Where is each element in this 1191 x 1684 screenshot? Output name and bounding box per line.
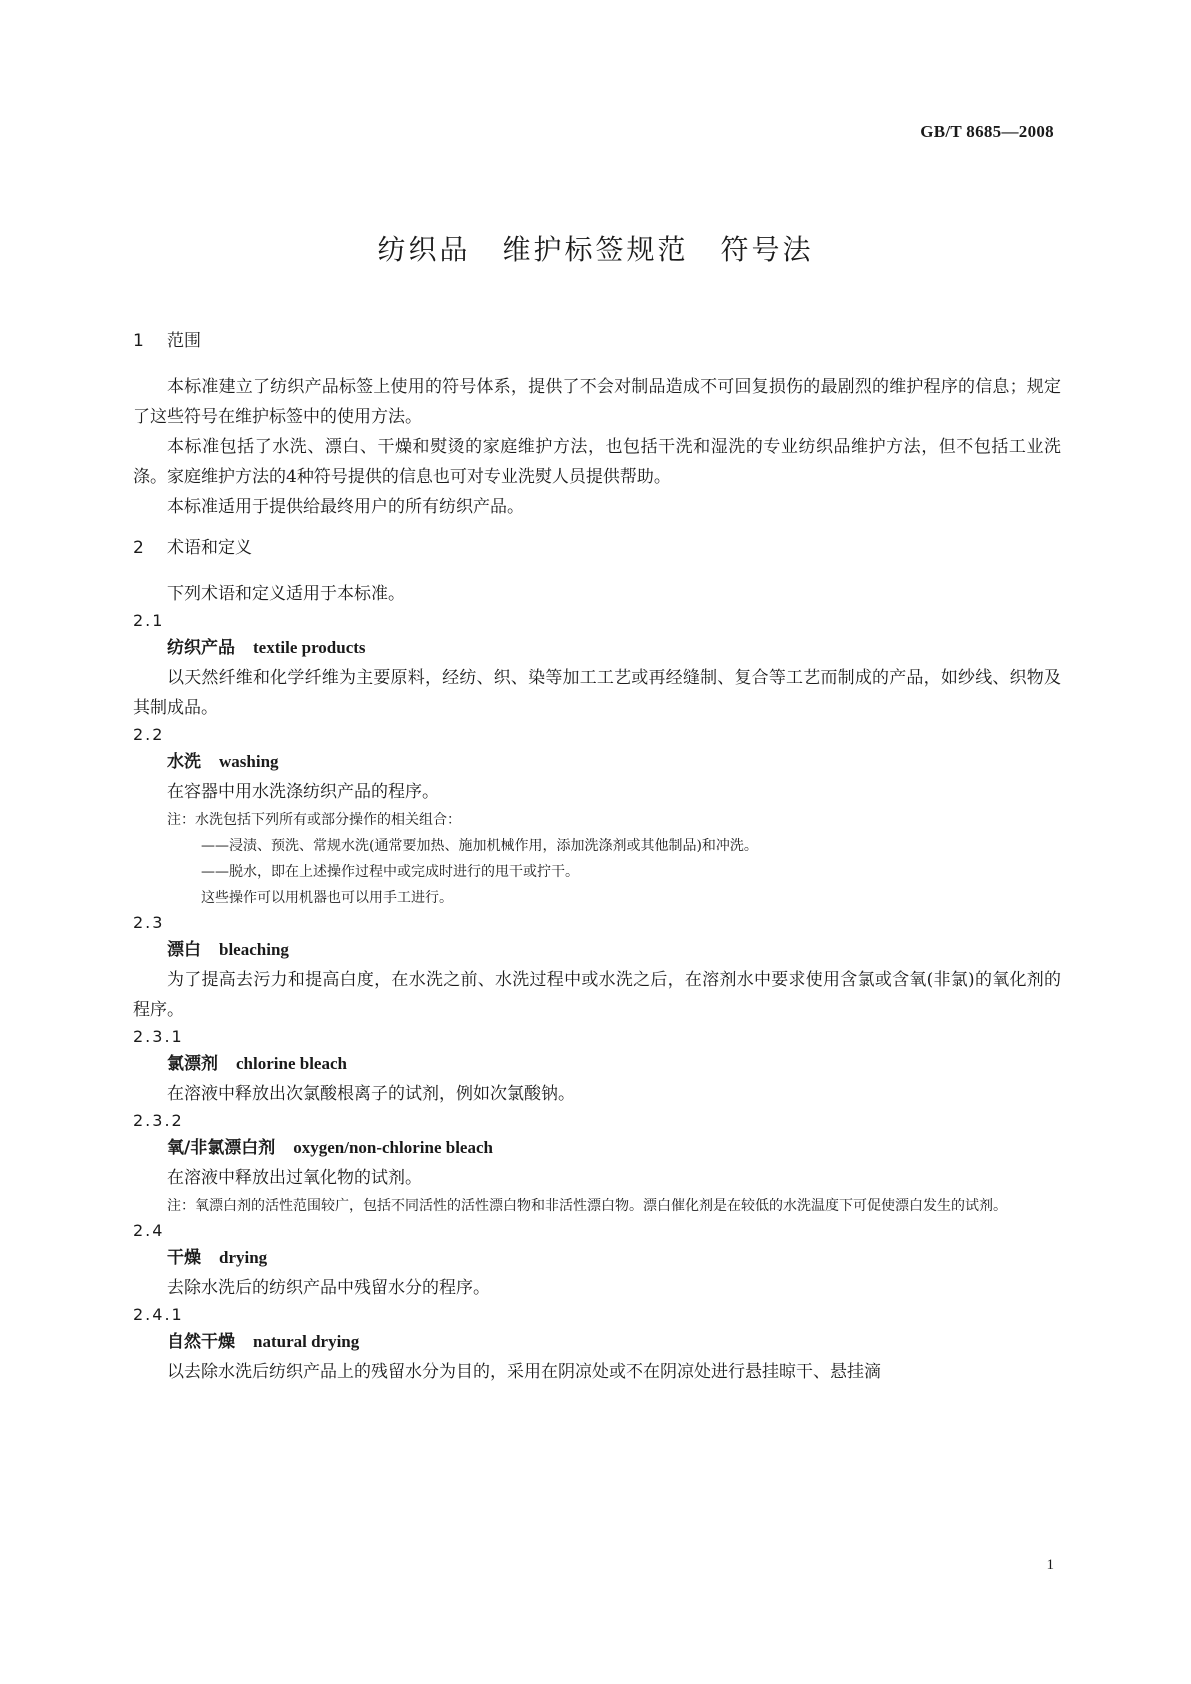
note-item: ——脱水，即在上述操作过程中或完成时进行的甩干或拧干。 [201, 864, 579, 880]
paragraph: 本标准适用于提供给最终用户的所有纺织产品。 [167, 497, 524, 517]
document-body [133, 329, 1061, 1387]
note-continuation: 这些操作可以用机器也可以用手工进行。 [201, 890, 453, 906]
section-heading-2 [133, 536, 1061, 560]
term-definition: 为了提高去污力和提高白度，在水洗之前、水洗过程中或水洗之后，在溶剂水中要求使用含氯或含氧(非氯)的氧化剂的程序。 [133, 970, 1061, 1020]
title-part-2: 维护标签规范 [502, 233, 689, 266]
clause-number: 2.2 [133, 725, 165, 744]
clause-number: 2.4.1 [133, 1305, 184, 1324]
note: 注：氧漂白剂的活性范围较广，包括不同活性的活性漂白物和非活性漂白物。漂白催化剂是在较低的水洗温度下可促使漂白发生的试剂。 [167, 1198, 1007, 1214]
term-definition: 以天然纤维和化学纤维为主要原料，经纺、织、染等加工工艺或再经缝制、复合等工艺而制成的产品，如纱线、织物及其制成品。 [133, 668, 1061, 718]
document-title [0, 228, 1191, 268]
term-definition: 以去除水洗后纺织产品上的残留水分为目的，采用在阴凉处或不在阴凉处进行悬挂晾干、悬挂滴 [167, 1362, 881, 1382]
term-entry [167, 935, 1061, 965]
section-title: 范围 [167, 331, 201, 351]
term-zh: 纺织产品 [167, 638, 235, 658]
term-definition: 去除水洗后的纺织产品中残留水分的程序。 [167, 1278, 490, 1298]
term-entry [167, 747, 1061, 777]
clause-number: 2.1 [133, 611, 165, 630]
note-item: ——浸渍、预洗、常规水洗(通常要加热、施加机械作用，添加洗涤剂或其他制品)和冲洗。 [201, 838, 758, 854]
clause-number: 2.3.1 [133, 1027, 184, 1046]
term-en: drying [219, 1248, 268, 1267]
term-zh: 水洗 [167, 752, 201, 772]
section-number: 2 [133, 538, 144, 558]
term-entry [167, 1049, 1061, 1079]
title-part-3: 符号法 [720, 233, 814, 266]
term-entry [167, 633, 1061, 663]
term-definition: 在容器中用水洗涤纺织产品的程序。 [167, 782, 439, 802]
term-entry [167, 1243, 1061, 1273]
term-zh: 氯漂剂 [167, 1054, 218, 1074]
clause-number: 2.3 [133, 913, 165, 932]
title-part-1: 纺织品 [377, 233, 471, 266]
clause-number: 2.3.2 [133, 1111, 184, 1130]
term-zh: 氧/非氯漂白剂 [167, 1138, 276, 1158]
term-entry [167, 1133, 1061, 1163]
paragraph: 本标准包括了水洗、漂白、干燥和熨烫的家庭维护方法，也包括干洗和湿洗的专业纺织品维护方法，但不包括工业洗涤。家庭维护方法的4种符号提供的信息也可对专业洗熨人员提供帮助。 [133, 437, 1061, 487]
term-en: chlorine bleach [236, 1054, 347, 1073]
paragraph: 下列术语和定义适用于本标准。 [167, 584, 405, 604]
note: 注：水洗包括下列所有或部分操作的相关组合： [167, 812, 461, 828]
term-zh: 干燥 [167, 1248, 201, 1268]
term-definition: 在溶液中释放出次氯酸根离子的试剂，例如次氯酸钠。 [167, 1084, 575, 1104]
term-en: bleaching [219, 940, 289, 959]
term-entry [167, 1327, 1061, 1357]
term-en: oxygen/non-chlorine bleach [293, 1138, 493, 1157]
term-en: textile products [253, 638, 366, 657]
term-en: washing [219, 752, 279, 771]
paragraph: 本标准建立了纺织产品标签上使用的符号体系，提供了不会对制品造成不可回复损伤的最剧烈的维护程序的信息；规定了这些符号在维护标签中的使用方法。 [133, 377, 1061, 427]
section-heading-1 [133, 329, 1061, 353]
term-en: natural drying [253, 1332, 360, 1351]
term-zh: 漂白 [167, 940, 201, 960]
page-number: 1 [1046, 1557, 1054, 1573]
term-definition: 在溶液中释放出过氧化物的试剂。 [167, 1168, 422, 1188]
term-zh: 自然干燥 [167, 1332, 235, 1352]
standard-code: GB/T 8685—2008 [920, 122, 1054, 141]
section-title: 术语和定义 [167, 538, 252, 558]
clause-number: 2.4 [133, 1221, 165, 1240]
section-number: 1 [133, 331, 144, 351]
